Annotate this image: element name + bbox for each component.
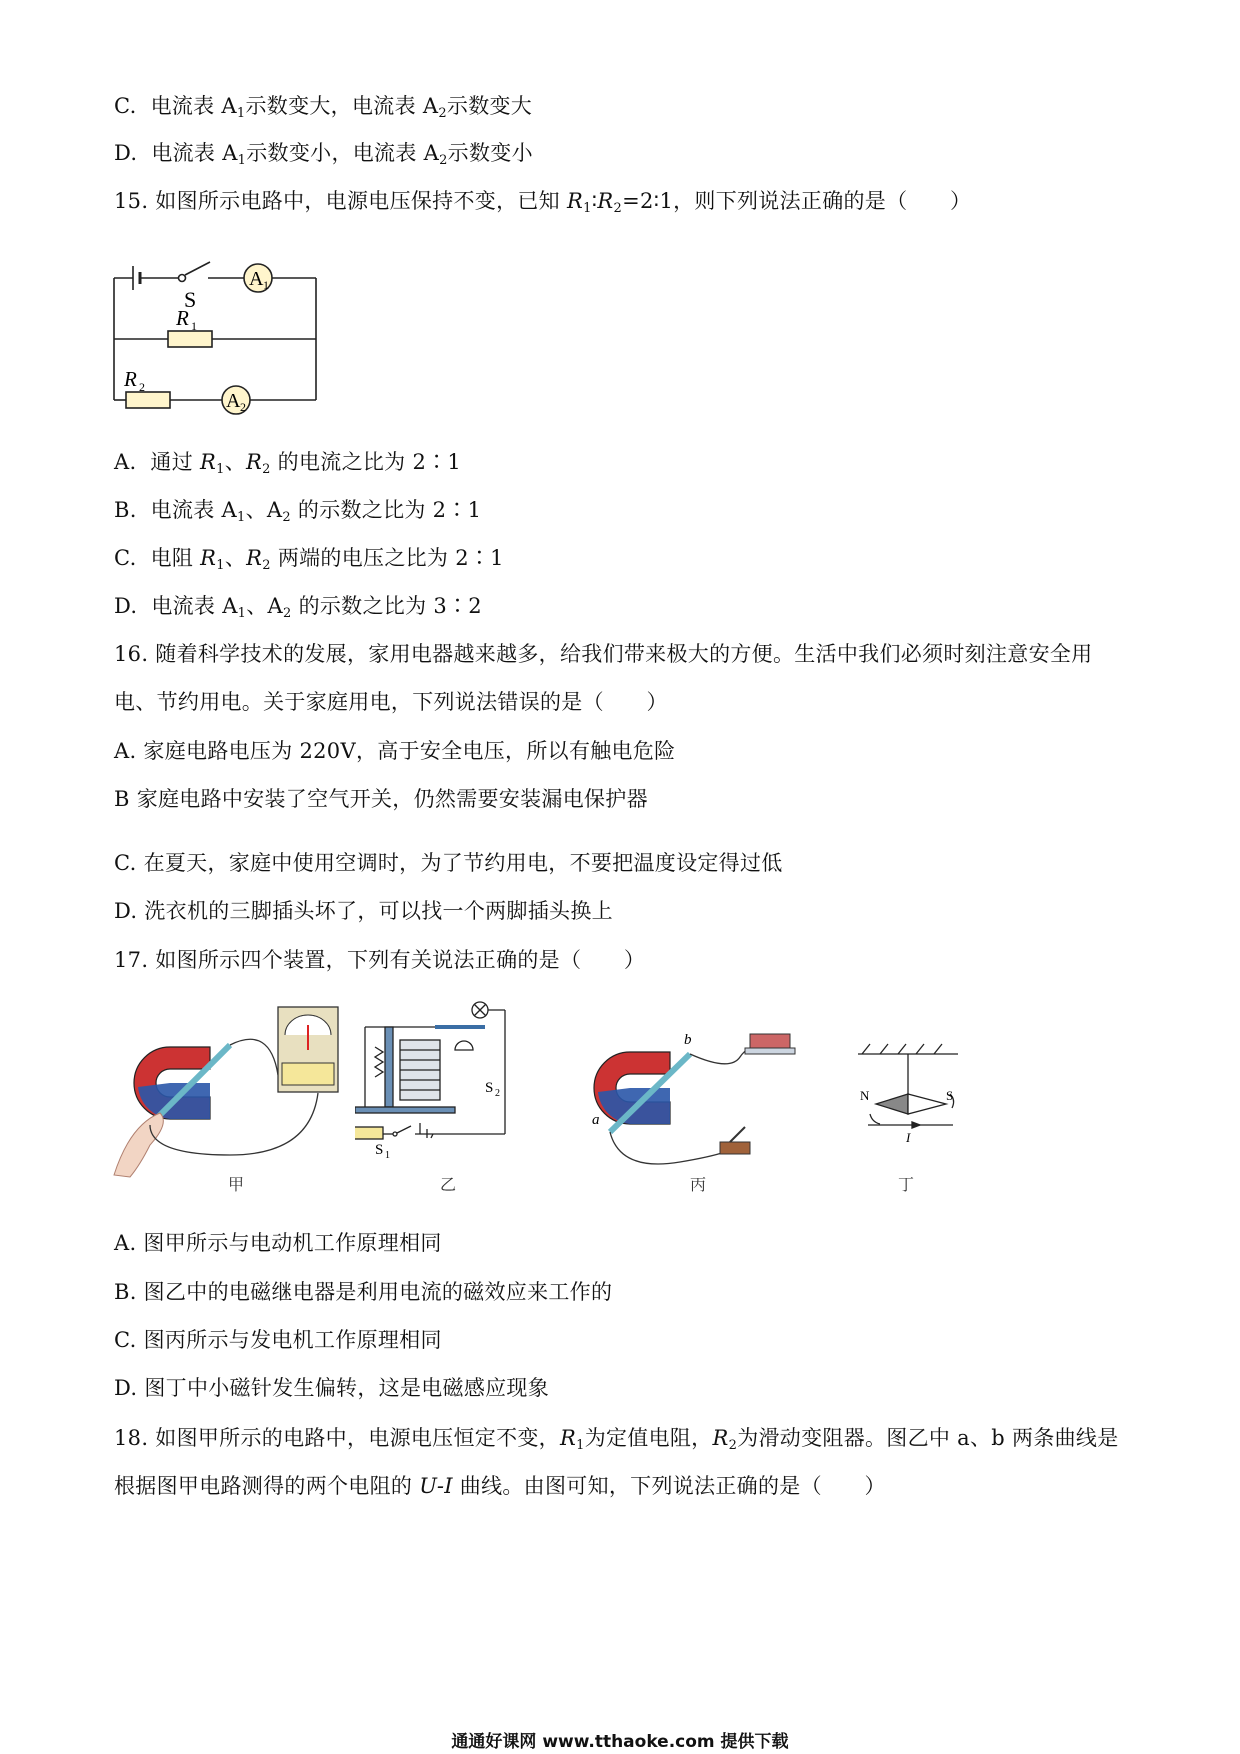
q16-option-d[interactable]: D. 洗衣机的三脚插头坏了，可以找一个两脚插头换上 — [114, 899, 613, 923]
caption-yi: 乙 — [440, 1175, 457, 1194]
q16-option-c[interactable]: C. 在夏天，家庭中使用空调时，为了节约用电，不要把温度设定得过低 — [114, 851, 783, 875]
svg-text:2: 2 — [495, 1088, 500, 1099]
q17-option-b[interactable]: B. 图乙中的电磁继电器是利用电流的磁效应来工作的 — [114, 1280, 613, 1304]
switch-pivot — [179, 275, 186, 282]
spring — [375, 1047, 383, 1077]
r2-label: R — [124, 367, 137, 391]
resistor-r2 — [126, 392, 170, 408]
q17-stem: 17. 如图所示四个装置，下列有关说法正确的是（ ） — [114, 948, 646, 972]
q17-option-d[interactable]: D. 图丁中小磁针发生偏转，这是电磁感应现象 — [114, 1376, 550, 1400]
svg-text:S: S — [485, 1080, 494, 1096]
relay-frame — [385, 1027, 393, 1107]
q14-option-d[interactable]: D. 电流表 $A_1$示数变小，电流表 $A_2$示数变小 — [114, 141, 533, 168]
q17-option-c[interactable]: C. 图丙所示与发电机工作原理相同 — [114, 1328, 442, 1352]
q15-option-b[interactable]: B. 电流表 $A_1$、$A_2$ 的示数之比为 2∶1 — [114, 498, 482, 525]
switch-label: S — [184, 287, 197, 312]
svg-text:N: N — [860, 1088, 870, 1103]
a1-label: A — [249, 268, 264, 290]
caption-bing: 丙 — [690, 1175, 707, 1194]
q17-figure-jia — [110, 1005, 350, 1180]
caption-jia: 甲 — [228, 1175, 245, 1194]
q17-figure-ding — [848, 1042, 978, 1147]
svg-text:1: 1 — [263, 278, 269, 292]
svg-text:S: S — [375, 1142, 384, 1158]
q15-option-d[interactable]: D. 电流表 $A_1$、$A_2$ 的示数之比为 3∶2 — [114, 594, 482, 621]
svg-text:1: 1 — [385, 1150, 390, 1161]
svg-text:a: a — [592, 1112, 600, 1128]
control-battery — [355, 1127, 383, 1139]
a2-label: A — [226, 390, 241, 412]
q16-stem-line1: 16. 随着科学技术的发展，家用电器越来越多，给我们带来极大的方便。生活中我们必须时刻注意安全用 — [114, 642, 1093, 666]
q15-stem: 15. 如图所示电路中，电源电压保持不变，已知 $R_1∶R_2=2∶1$，则下列说法正确的是（ ） — [114, 189, 972, 216]
q17-option-a[interactable]: A. 图甲所示与电动机工作原理相同 — [114, 1231, 442, 1255]
r1-label: R — [176, 306, 189, 330]
svg-text:b: b — [684, 1032, 692, 1048]
svg-text:2: 2 — [240, 400, 246, 414]
q15-circuit-diagram — [100, 240, 330, 415]
q16-stem-line2: 电、节约用电。关于家庭用电，下列说法错误的是（ ） — [114, 690, 668, 714]
q18-stem-line2: 根据图甲电路测得的两个电阻的 U-I 曲线。由图可知，下列说法正确的是（ ） — [114, 1474, 886, 1498]
svg-text:1: 1 — [191, 319, 197, 333]
bell — [455, 1041, 473, 1050]
svg-text:S: S — [946, 1088, 954, 1103]
needle-north-half — [876, 1094, 908, 1114]
svg-text:I: I — [906, 1130, 911, 1145]
hand — [114, 1113, 163, 1177]
motor — [750, 1034, 790, 1048]
caption-ding: 丁 — [898, 1175, 915, 1194]
page-footer: 通通好课网 www.tthaoke.com 提供下载 — [451, 1732, 789, 1752]
q14-option-c[interactable]: C. 电流表 $A_1$示数变大，电流表 $A_2$示数变大 — [114, 94, 533, 121]
knife-switch — [720, 1142, 750, 1154]
q17-figure-bing — [580, 1012, 800, 1177]
q16-option-b[interactable]: B 家庭电路中安装了空气开关，仍然需要安装漏电保护器 — [114, 787, 648, 811]
needle-south-half — [908, 1094, 946, 1114]
switch-blade — [185, 262, 210, 275]
q17-figure-yi — [355, 992, 555, 1177]
q18-stem-line1: 18. 如图甲所示的电路中，电源电压恒定不变，$R_1$为定值电阻，$R_2$为滑动变阻器。图乙中 a、b 两条曲线是 — [114, 1426, 1119, 1453]
q15-option-c[interactable]: C. 电阻 $R_1$、$R_2$ 两端的电压之比为 2∶1 — [114, 546, 504, 573]
resistor-r1 — [168, 331, 212, 347]
q15-option-a[interactable]: A. 通过 $R_1$、$R_2$ 的电流之比为 2∶1 — [114, 450, 462, 477]
svg-text:2: 2 — [139, 380, 145, 394]
q16-option-a[interactable]: A. 家庭电路电压为 220V，高于安全电压，所以有触电危险 — [114, 739, 676, 763]
